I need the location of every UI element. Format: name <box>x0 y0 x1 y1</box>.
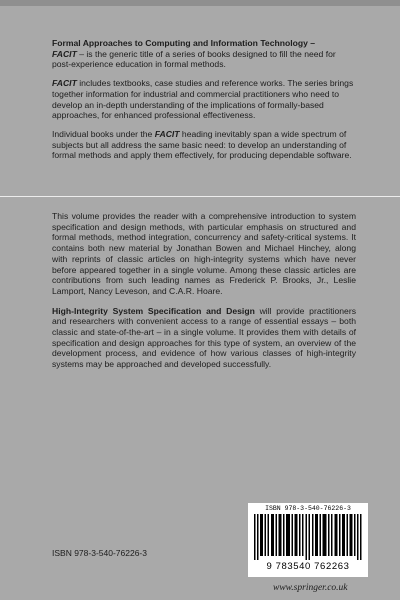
book-title: High-Integrity System Specification and Design <box>52 305 255 316</box>
publisher-website[interactable]: www.springer.co.uk <box>273 583 348 593</box>
series-intro-paragraph <box>52 38 356 70</box>
top-border <box>0 0 400 6</box>
volume-intro-paragraph: This volume provides the reader with a comprehensive introduction to system specification and design methods, with particular emphasis on structured and formal methods, method integration, concurrency and safety-critical systems. It contains both new material by Jonathan Bowen and Michael Hinchey, along with reprints of classic articles on high-integrity systems which have never before appeared together in a single volume. Among these classic articles are contributions from such leading names as Frederick P. Brooks, Jr., Leslie Lamport, Nancy Leveson, and C.A.R. Hoare. <box>52 211 356 296</box>
isbn-text: ISBN 978-3-540-76226-3 <box>52 548 147 558</box>
facit-acronym: FACIT <box>52 48 77 59</box>
series-title: Formal Approaches to Computing and Information Technology – <box>52 38 316 48</box>
series-intro-text: – is the generic title of a series of books designed to fill the need for post-experience education in formal methods. <box>52 48 336 70</box>
barcode-isbn-label: ISBN 978-3-540-76226-3 <box>265 505 351 512</box>
facit-acronym: FACIT <box>154 128 180 139</box>
series-subjects-start: Individual books under the <box>52 128 155 139</box>
series-scope-paragraph <box>52 78 356 121</box>
volume-summary-text: will provide practitioners and researchers with convenient access to a range of essential essays – both classic and state-of-the-art – in a single volume. It provides them with details of specification and design approaches for this type of system, an overview of the development process, and evidence of how various classes of high-integrity systems may be approached and developed successfully. <box>52 305 356 370</box>
series-subjects-text: heading inevitably span a wide spectrum of subjects but all address the same basic need: to develop an understanding of formal methods and apply them effectively, for producing dependable software. <box>52 128 352 161</box>
isbn-barcode <box>248 503 368 577</box>
barcode-number: 9 783540 762263 <box>266 561 350 572</box>
facit-acronym: FACIT <box>52 78 77 89</box>
volume-description <box>52 211 356 379</box>
series-subjects-paragraph <box>52 129 356 161</box>
series-description <box>52 38 356 169</box>
barcode-bars <box>254 514 362 560</box>
series-scope-text: includes textbooks, case studies and reference works. The series brings together information for industrial and commercial practitioners who need to develop an in-depth understanding of the implications of formally-based approaches, for enhanced professional effectiveness. <box>52 78 354 121</box>
volume-summary-paragraph <box>52 306 356 370</box>
section-divider <box>0 196 400 197</box>
